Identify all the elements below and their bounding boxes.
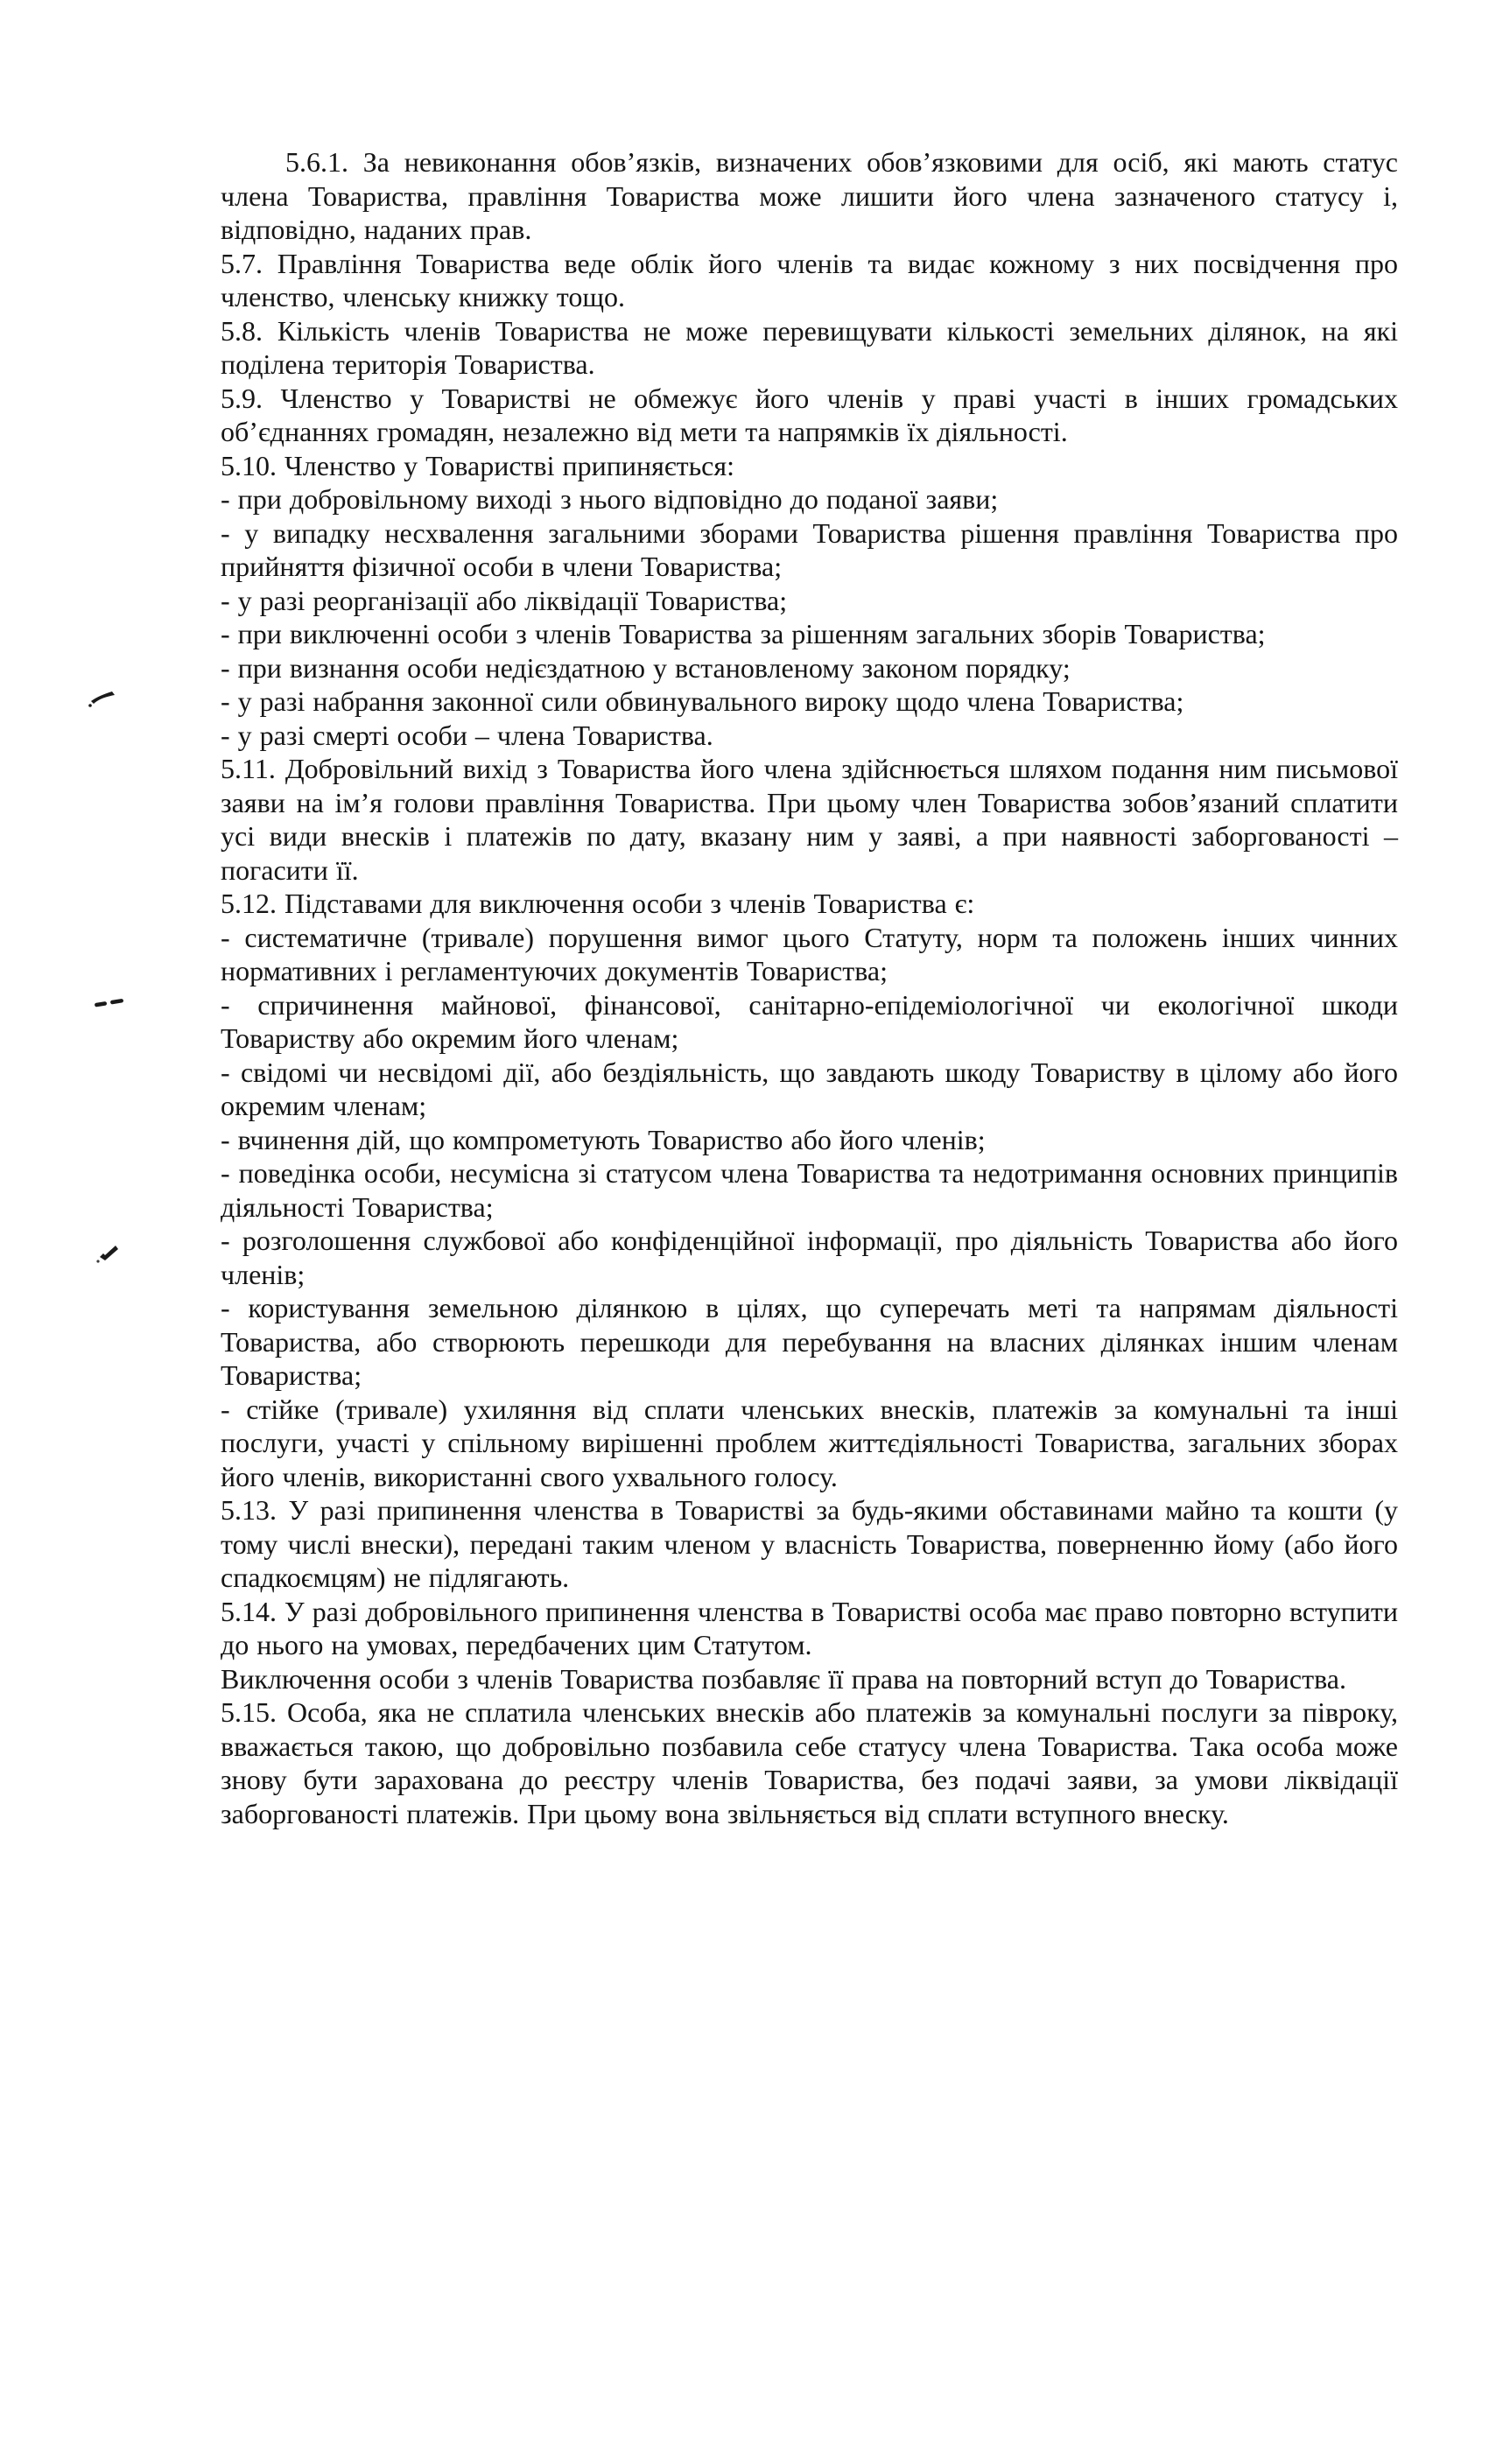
para-5-12: 5.12. Підставами для виключення особи з членів Товариства є: [221, 888, 975, 919]
pen-dash-mark [86, 688, 121, 709]
para-5-12-item-4: - вчинення дій, що компрометують Товариство або його членів; [221, 1123, 986, 1155]
statute-text-block [221, 145, 1398, 1830]
para-5-10-item-4: - при виключенні особи з членів Товариства за рішенням загальних зборів Товариства; [221, 618, 1266, 649]
para-5-14: 5.14. У разі добровільного припинення членства в Товаристві особа має право повторно вступити до нього на умовах, передбачених цим Статутом. [221, 1595, 1398, 1660]
para-5-8: 5.8. Кількість членів Товариства не може перевищувати кількості земельних ділянок, на які поділена територія Товариства. [221, 314, 1398, 380]
para-5-11: 5.11. Добровільний вихід з Товариства його члена здійснюється шляхом подання ним письмової заяви на ім’я голови правління Товариства. При цьому член Товариства зобов’язаний сплатити усі види внесків і платежів по дату, вказану ним у заяві, а при наявності заборгованості – погасити її. [221, 753, 1398, 886]
para-5-10-item-6: - у разі набрання законної сили обвинувального вироку щодо члена Товариства; [221, 685, 1184, 717]
para-5-12-item-6: - розголошення службової або конфіденційної інформації, про діяльність Товариства або його членів; [221, 1225, 1398, 1290]
para-5-10-item-7: - у разі смерті особи – члена Товариства. [221, 719, 713, 751]
para-5-12-item-5: - поведінка особи, несумісна зі статусом члена Товариства та недотримання основних принципів діяльності Товариства; [221, 1157, 1398, 1223]
para-5-6-1: 5.6.1. За невиконання обов’язків, визначених обов’язковими для осіб, які мають статус члена Товариства, правління Товариства може лишити його члена зазначеного статусу і, відповідно, наданих прав. [221, 146, 1398, 245]
para-5-12-item-7: - користування земельною ділянкою в цілях, що суперечать меті та напрямам діяльності Товариства, або створюють перешкоди для перебування на власних ділянках іншим членам Товариства; [221, 1292, 1398, 1391]
para-5-7: 5.7. Правління Товариства веде облік його членів та видає кожному з них посвідчення про членство, членську книжку тощо. [221, 247, 1398, 312]
para-5-10-item-1: - при добровільному виході з нього відповідно до поданої заяви; [221, 483, 999, 515]
para-5-12-item-1: - систематичне (тривале) порушення вимог цього Статуту, норм та положень інших чинних нормативних і регламентуючих документів Товариства; [221, 921, 1398, 986]
para-5-10-item-5: - при визнання особи недієздатною у встановленому законом порядку; [221, 651, 1071, 684]
para-5-12-item-8: - стійке (тривале) ухиляння від сплати членських внесків, платежів за комунальні та інші послуги, участі у спільному вирішенні проблем життєдіяльності Товариства, загальних зборах його членів, використанні свого ухвального голосу. [221, 1393, 1398, 1492]
pen-double-dash-mark [93, 994, 131, 1010]
para-5-12-item-3: - свідомі чи несвідомі дії, або бездіяльність, що завдають шкоду Товариству в цілому або його окремим членам; [221, 1056, 1398, 1121]
para-5-10-item-2: - у випадку несхвалення загальними зборами Товариства рішення правління Товариства про прийняття фізичної особи в члени Товариства; [221, 516, 1398, 582]
para-5-9: 5.9. Членство у Товаристві не обмежує його членів у праві участі в інших громадських об’єднаннях громадян, незалежно від мети та напрямків їх діяльності. [221, 382, 1398, 447]
para-5-10-item-3: - у разі реорганізації або ліквідації Товариства; [221, 584, 788, 616]
para-5-12-item-2: - спричинення майнової, фінансової, санітарно-епідеміологічної чи екологічної шкоди Товариству або окремим його членам; [221, 988, 1398, 1054]
pen-tick-mark [93, 1241, 124, 1264]
para-5-10: 5.10. Членство у Товаристві припиняється: [221, 449, 734, 481]
para-5-15: 5.15. Особа, яка не сплатила членських внесків або платежів за комунальні послуги за півроку, вважається такою, що добровільно позбавила себе статусу члена Товариства. Така особа може знову бути зарахована до реєстру членів Товариства, без подачі заяви, за умови ліквідації заборгованості платежів. При цьому вона звільняється від сплати вступного внеску. [221, 1696, 1398, 1829]
para-5-14-note: Виключення особи з членів Товариства позбавляє її права на повторний вступ до Товариства. [221, 1662, 1346, 1695]
para-5-13: 5.13. У разі припинення членства в Товаристві за будь-якими обставинами майно та кошти (у тому числі внески), передані таким членом у власність Товариства, поверненню йому (або його спадкоємцям) не підлягають. [221, 1494, 1398, 1593]
